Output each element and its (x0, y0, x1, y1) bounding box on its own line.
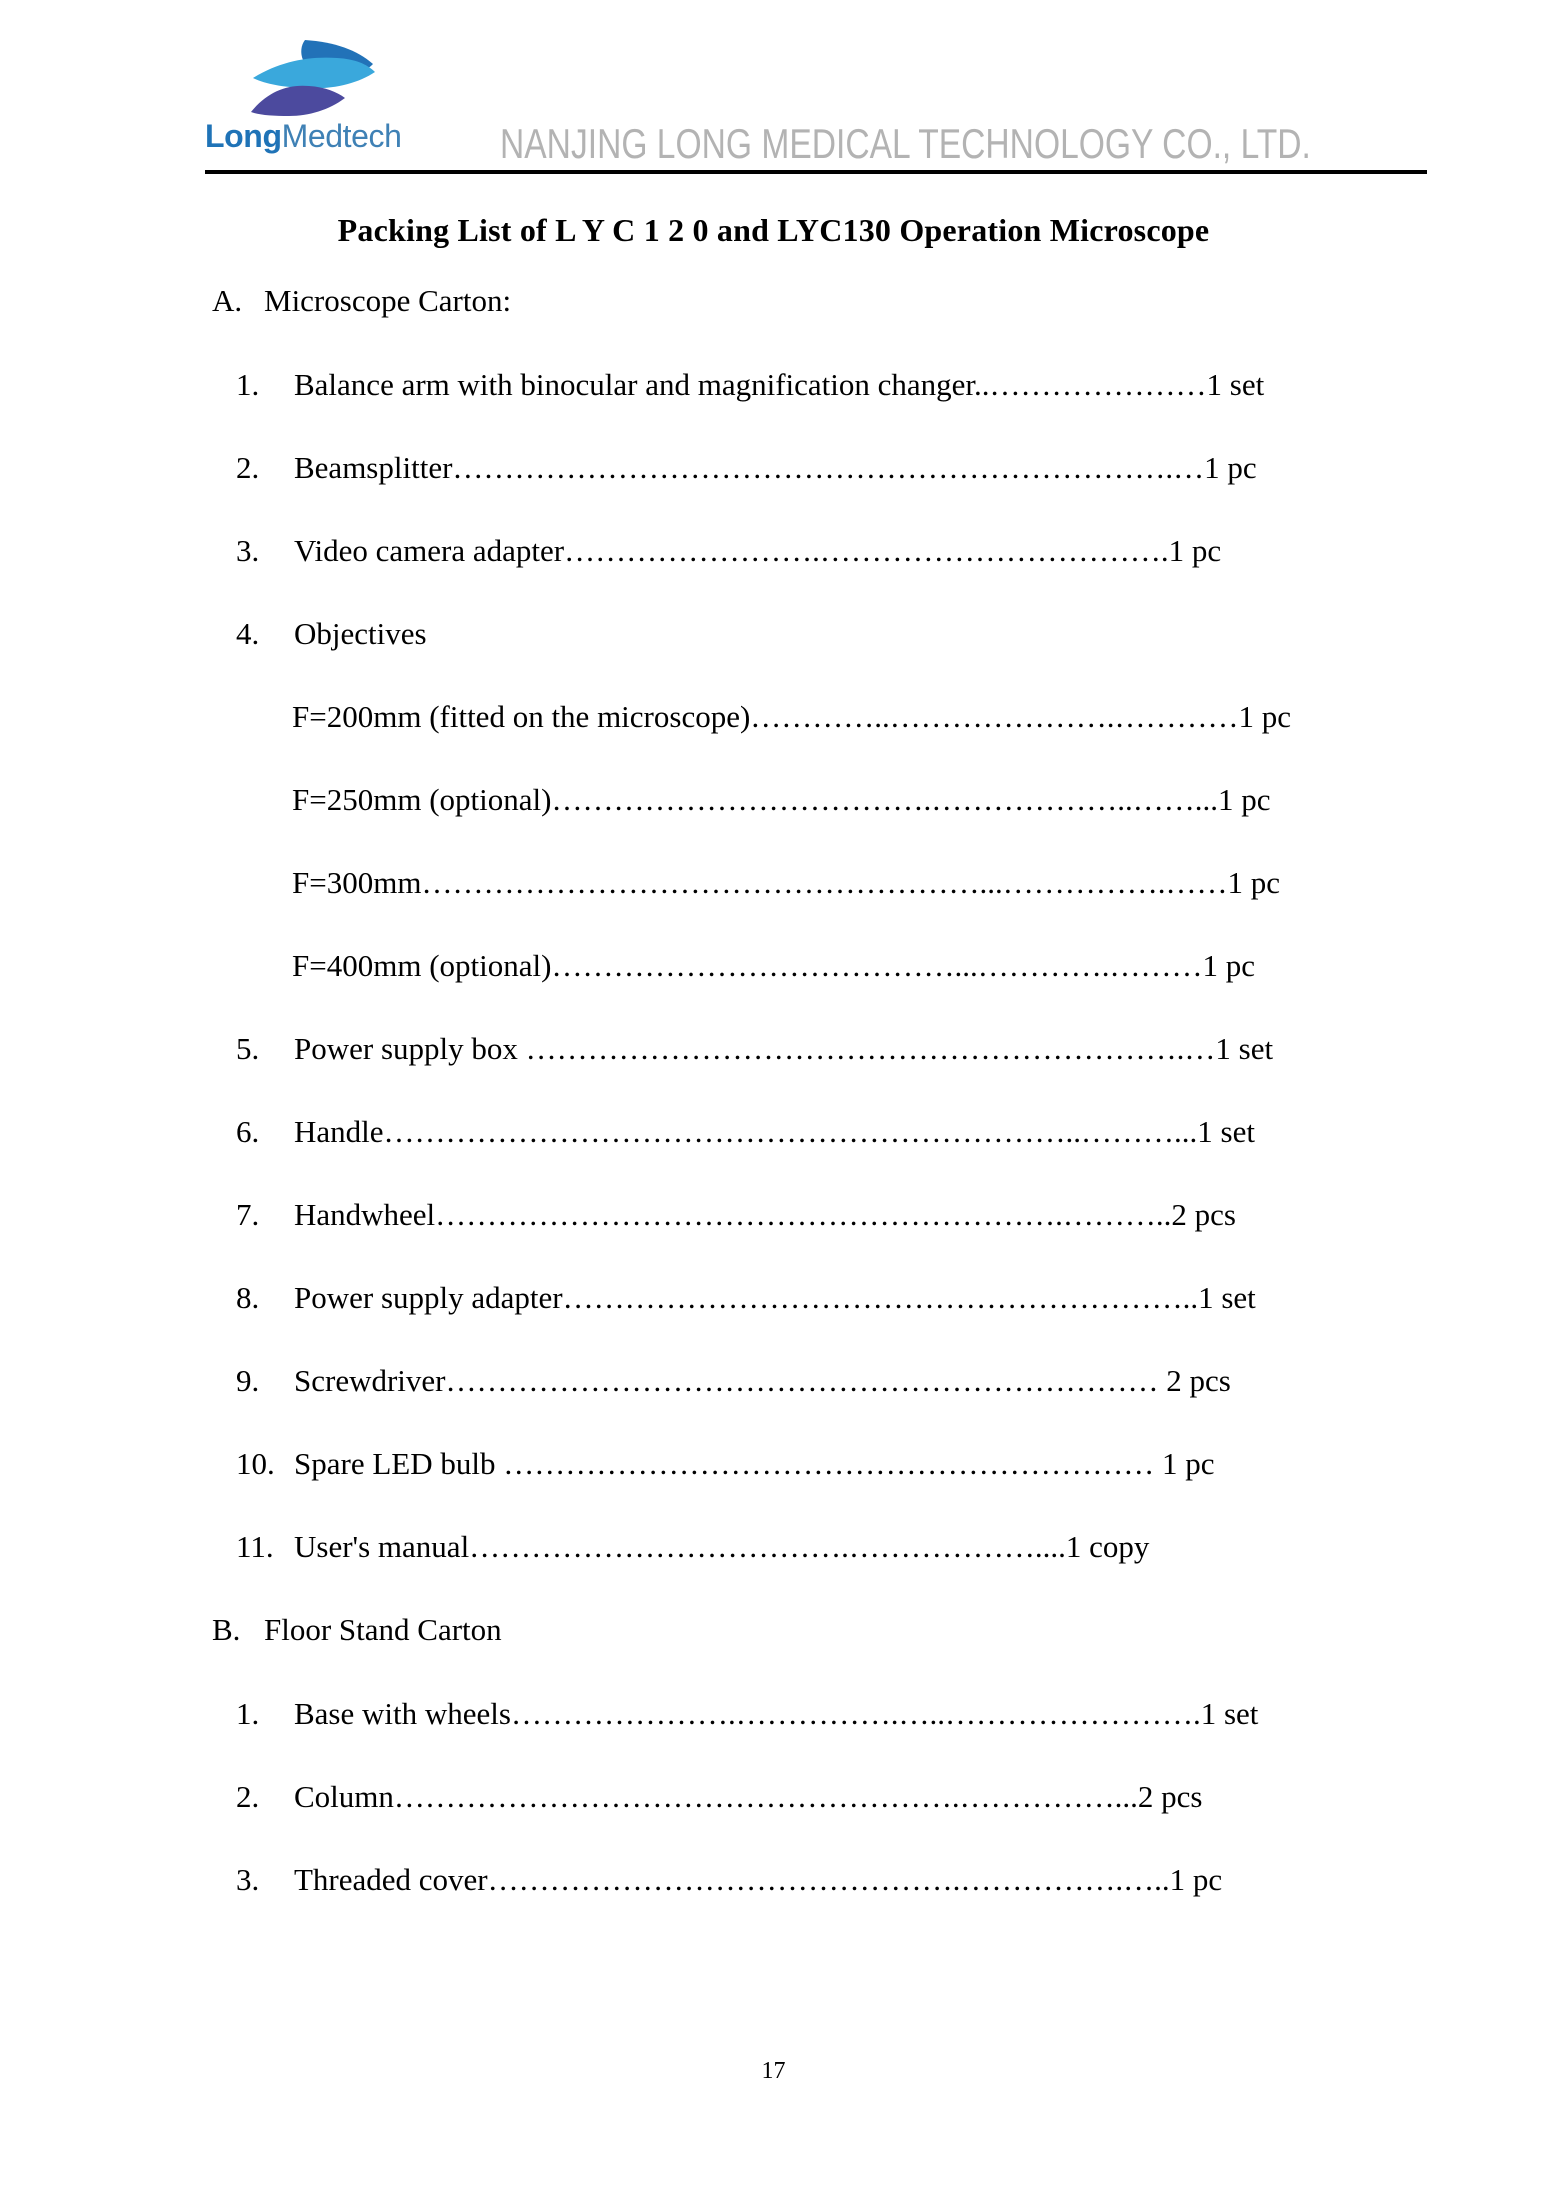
item-number: 7. (236, 1197, 260, 1232)
list-item (236, 1116, 1426, 1199)
sub-list-item (292, 867, 1426, 950)
page-header (205, 30, 1425, 175)
list-item (236, 1282, 1426, 1365)
item-number: 1. (236, 367, 260, 402)
item-text: Power supply adapter……………………………………………………..1 set (294, 1280, 1256, 1315)
item-number: 5. (236, 1031, 260, 1066)
item-number: 1. (236, 1696, 260, 1731)
section-heading-b (212, 1614, 1547, 1698)
item-number: 6. (236, 1114, 260, 1149)
sub-item-text: F=250mm (optional)……………………………….………………..……...1 pc (292, 782, 1271, 817)
list-item (236, 1781, 1426, 1864)
sub-list-item (292, 784, 1426, 867)
list-item (236, 1448, 1426, 1531)
list-item (236, 618, 1426, 701)
sub-list-item (292, 701, 1426, 784)
item-number: 2. (236, 450, 260, 485)
item-text: Spare LED bulb ……………………………………………………… 1 pc (294, 1446, 1215, 1481)
item-text: Beamsplitter…………………………………………………………….…1 pc (294, 450, 1257, 485)
section-title-a: Microscope Carton: (264, 283, 512, 318)
header-divider (205, 170, 1427, 174)
sub-item-text: F=300mm………………………………………………...…………….……1 pc (292, 865, 1280, 900)
sub-list-item (292, 950, 1426, 1033)
item-text: Base with wheels………………….…………….…..…………………….1 set (294, 1696, 1259, 1731)
leaf-wave-logo-icon (245, 36, 385, 118)
logo-word-long: Long (205, 118, 282, 154)
sub-item-text: F=200mm (fitted on the microscope)…………..………………….…………1 pc (292, 699, 1292, 734)
item-number: 4. (236, 616, 260, 651)
item-text: Threaded cover……………………………………….…………….…..1 pc (294, 1862, 1223, 1897)
section-letter-a: A. (212, 283, 243, 318)
item-text: Objectives (294, 616, 427, 651)
list-item (236, 452, 1426, 535)
item-text: Balance arm with binocular and magnification changer..…………………1 set (294, 367, 1265, 402)
list-item (236, 1199, 1426, 1282)
item-number: 2. (236, 1779, 260, 1814)
section-letter-b: B. (212, 1612, 241, 1647)
section-title-b: Floor Stand Carton (264, 1612, 502, 1647)
list-item (236, 1864, 1426, 1947)
list-item (236, 369, 1426, 452)
item-text: Handle…………………………………………………………..………...1 set (294, 1114, 1255, 1149)
item-number: 3. (236, 1862, 260, 1897)
item-number: 9. (236, 1363, 260, 1398)
page-number: 17 (761, 2058, 786, 2084)
item-number: 11. (236, 1529, 274, 1564)
item-text: Video camera adapter…………………….…………………………….1 pc (294, 533, 1222, 568)
item-number: 3. (236, 533, 260, 568)
item-number: 8. (236, 1280, 260, 1315)
section-heading-a (212, 285, 1547, 369)
sub-item-text: F=400mm (optional)…………………………………...………….………1 pc (292, 948, 1255, 983)
logo-word-medtech: Medtech (281, 118, 402, 154)
item-text: Screwdriver…………………………………………………………… 2 pcs (294, 1363, 1231, 1398)
item-text: Power supply box ……………………………………………………….…1 set (294, 1031, 1274, 1066)
packing-list-content (0, 285, 1547, 1947)
company-logo (205, 36, 440, 166)
item-text: User's manual……………………………….………………....1 copy (294, 1529, 1150, 1564)
list-item (236, 1698, 1426, 1781)
list-item (236, 1033, 1426, 1116)
list-item (236, 535, 1426, 618)
item-text: Handwheel…………………………………………………….………..2 pcs (294, 1197, 1236, 1232)
list-item (236, 1365, 1426, 1448)
logo-wordmark (205, 120, 440, 152)
item-text: Column……………………………………………….……………...2 pcs (294, 1779, 1203, 1814)
page-title: Packing List of L Y C 1 2 0 and LYC130 Operation Microscope (337, 212, 1210, 248)
item-number: 10. (236, 1446, 275, 1481)
list-item (236, 1531, 1426, 1614)
company-name: NANJING LONG MEDICAL TECHNOLOGY CO., LTD. (500, 120, 1311, 167)
